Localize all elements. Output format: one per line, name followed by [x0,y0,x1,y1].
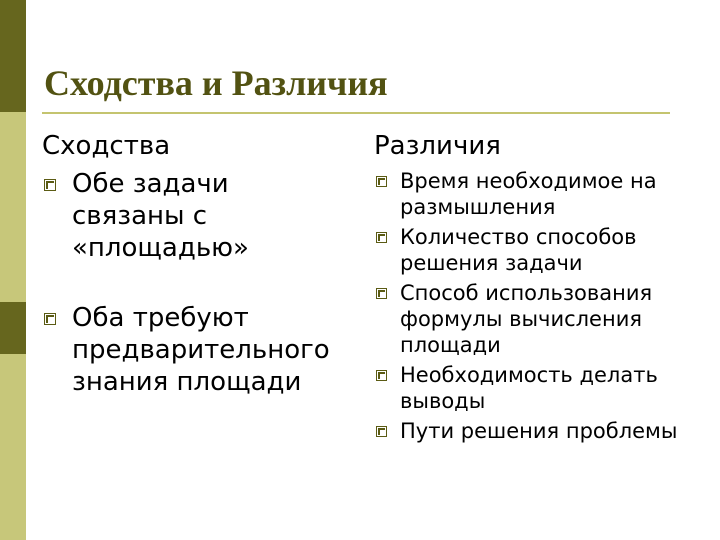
sidebar-band-light-middle [0,112,26,302]
differences-heading: Различия [374,131,501,161]
slide-title: Сходства и Различия [44,63,388,103]
square-bullet-icon [376,426,387,437]
square-bullet-icon [376,232,387,243]
square-bullet-icon [376,288,387,299]
differences-item [374,280,694,358]
similarities-item [42,168,342,264]
square-bullet-icon [44,179,56,191]
similarities-item-text: Обе задачи связаны с «площадью» [72,169,249,263]
differences-column [374,130,694,444]
sidebar-band-light-bottom [0,354,26,540]
similarities-column [42,130,342,398]
differences-item [374,224,694,276]
sidebar-band-dark-top [0,0,26,112]
similarities-heading: Сходства [42,131,171,161]
differences-item [374,418,694,444]
square-bullet-icon [376,176,387,187]
differences-item [374,168,694,220]
square-bullet-icon [376,370,387,381]
differences-item-text: Способ использования формулы вычисления площади [400,281,653,357]
title-underline [42,112,670,114]
differences-item-text: Количество способов решения задачи [400,225,637,275]
square-bullet-icon [44,313,56,325]
similarities-item [42,302,342,398]
sidebar-band-dark-middle [0,302,26,354]
differences-item [374,362,694,414]
similarities-item-text: Оба требуют предварительного знания площади [72,303,330,397]
differences-item-text: Необходимость делать выводы [400,363,658,413]
differences-item-text: Время необходимое на размышления [400,169,657,219]
differences-item-text: Пути решения проблемы [400,419,678,443]
